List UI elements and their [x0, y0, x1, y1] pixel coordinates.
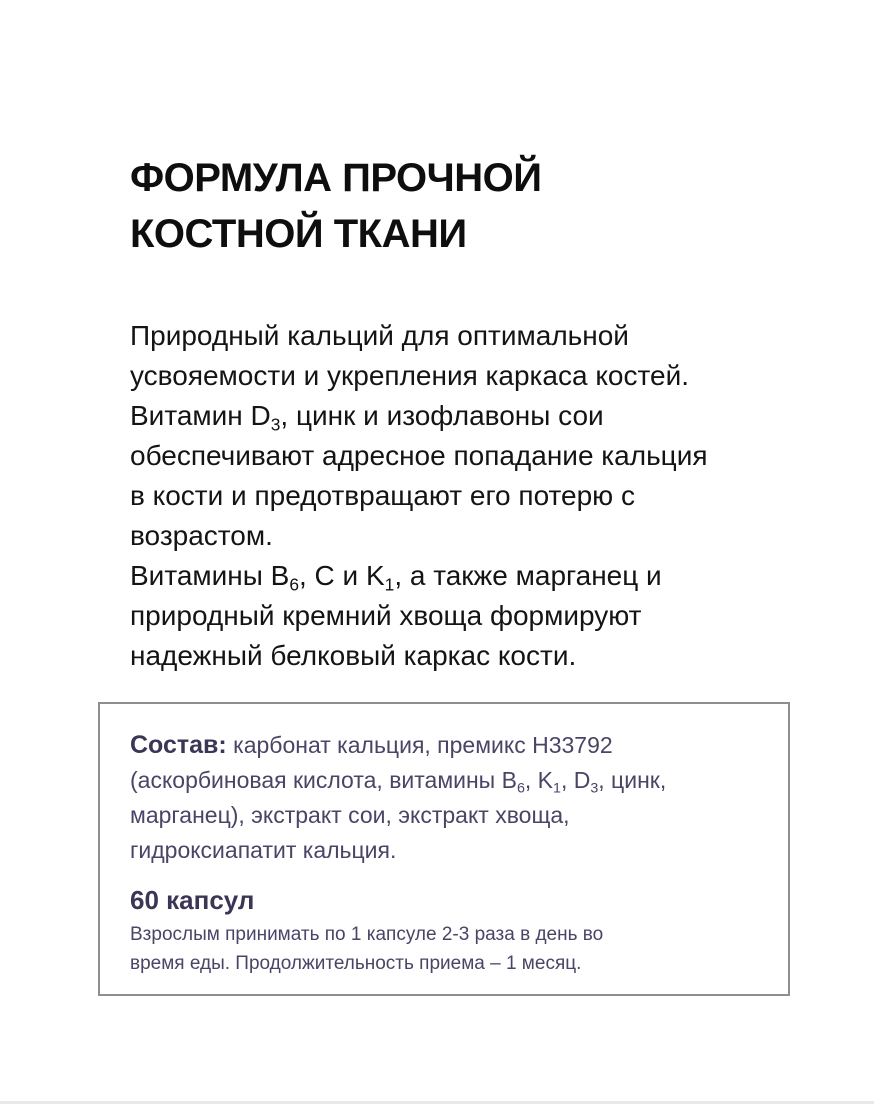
- title-line-2: КОСТНОЙ ТКАНИ: [130, 212, 467, 256]
- description-line: Природный кальций для оптимальной: [130, 320, 629, 351]
- dosage-instructions: [130, 920, 770, 978]
- description-line: возрастом.: [130, 520, 273, 551]
- description-line: надежный белковый каркас кости.: [130, 640, 577, 671]
- product-text-block: [130, 150, 810, 676]
- title-line-1: ФОРМУЛА ПРОЧНОЙ: [130, 156, 542, 200]
- description-line: обеспечивают адресное попадание кальция: [130, 440, 708, 471]
- composition-text: [130, 728, 770, 868]
- composition-label: Состав:: [130, 731, 227, 759]
- composition-line: (аскорбиновая кислота, витамины $B_6$, $K_1$, $D_3$, цинк,: [130, 767, 667, 797]
- dosage-line: Взрослым принимать по 1 капсуле 2-3 раза в день во: [130, 924, 604, 945]
- product-description: [130, 316, 810, 676]
- composition-box: [98, 702, 790, 996]
- composition-box-content: [130, 728, 770, 978]
- composition-line: Состав: карбонат кальция, премикс Н33792: [130, 731, 613, 759]
- description-line: в кости и предотвращают его потерю с: [130, 480, 635, 511]
- description-line: Витамины $B_6$, C и $K_1$, а также марганец и: [130, 560, 662, 595]
- dosage-line: время еды. Продолжительность приема – 1 месяц.: [130, 953, 582, 974]
- capsule-count: 60 капсул: [130, 885, 255, 915]
- composition-line: гидроксиапатит кальция.: [130, 837, 397, 863]
- description-line: природный кремний хвоща формируют: [130, 600, 642, 631]
- description-line: усвояемости и укрепления каркаса костей.: [130, 360, 689, 391]
- description-line: Витамин $D_3$, цинк и изофлавоны сои: [130, 400, 604, 435]
- composition-line: марганец), экстракт сои, экстракт хвоща,: [130, 802, 570, 828]
- page-title: [130, 150, 810, 262]
